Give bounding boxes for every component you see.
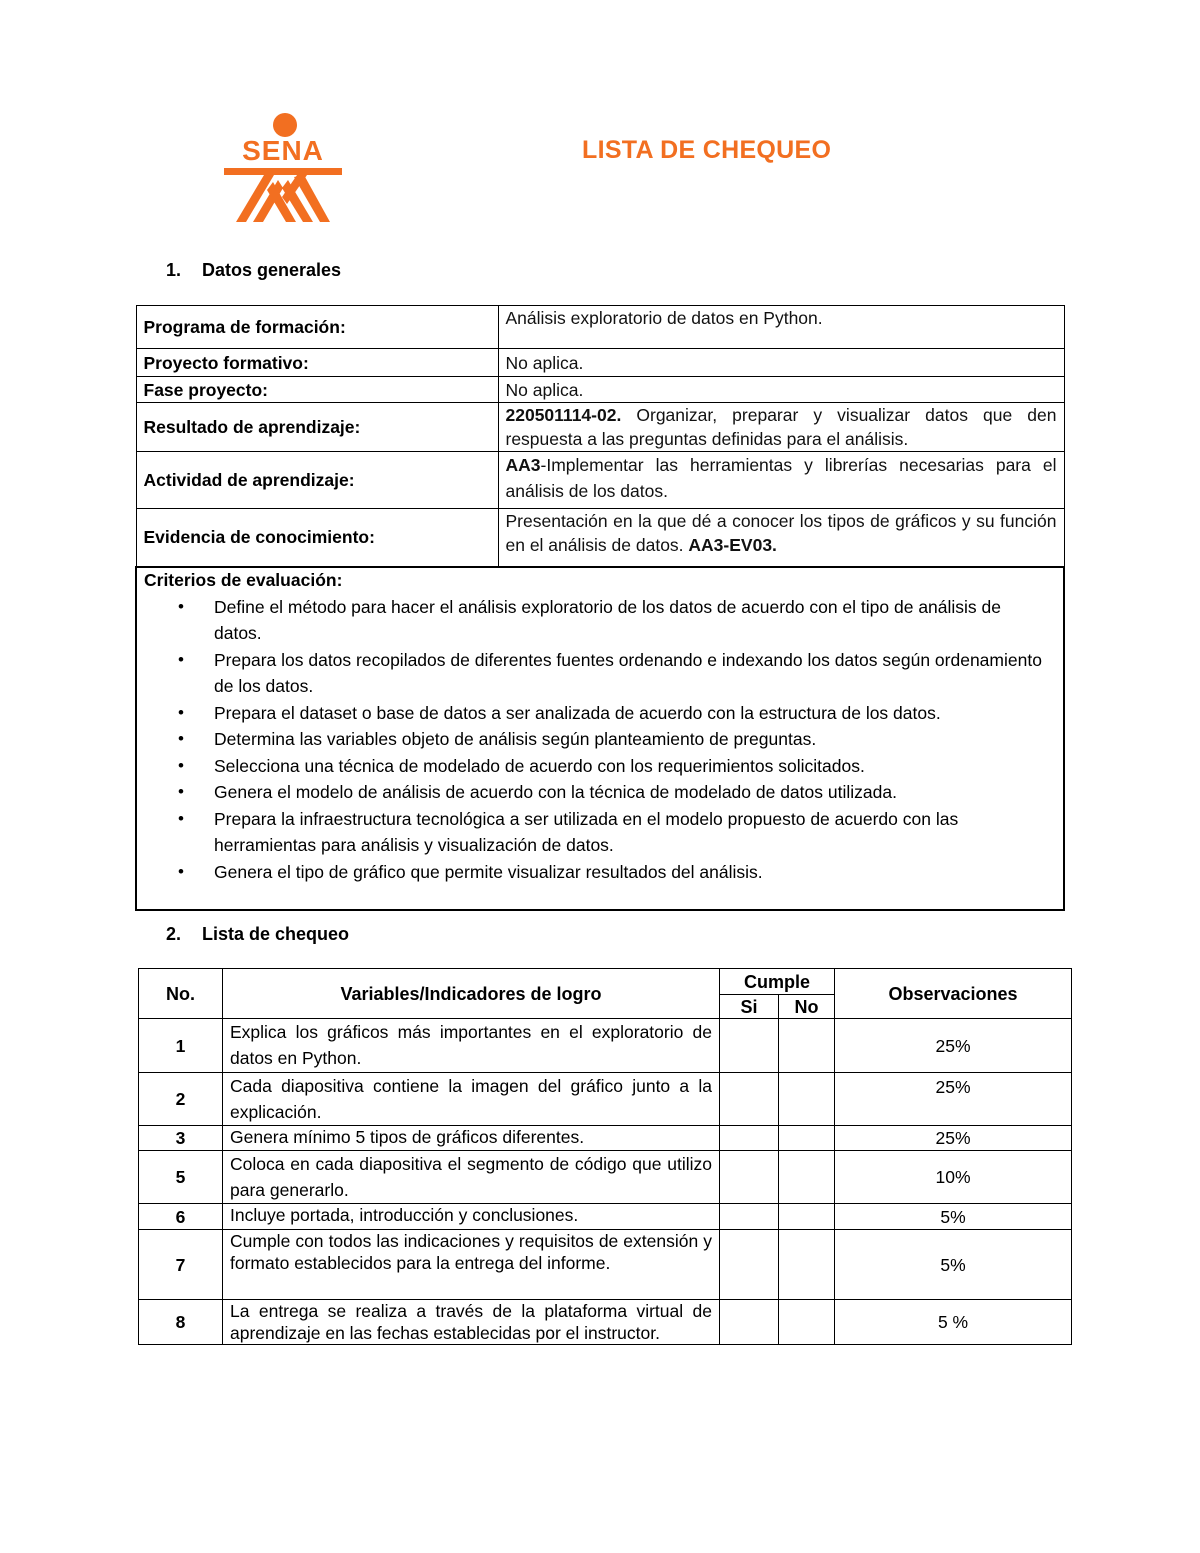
- row-indicator: Explica los gráficos más importantes en el exploratorio de datos en Python.: [223, 1019, 720, 1073]
- row-indicator: Incluye portada, introducción y conclusiones.: [223, 1204, 720, 1230]
- cumple-si-cell[interactable]: [720, 1019, 779, 1073]
- table-row: [139, 1019, 1072, 1073]
- programa-value: Análisis exploratorio de datos en Python.: [498, 306, 1064, 349]
- list-item: • Prepara el dataset o base de datos a ser analizada de acuerdo con la estructura de los datos.: [214, 700, 1056, 727]
- row-criterios: [136, 567, 1064, 911]
- list-item: • Define el método para hacer el análisis exploratorio de los datos de acuerdo con el tipo de análisis de datos.: [214, 594, 1056, 647]
- proyecto-value: No aplica.: [498, 349, 1064, 377]
- row-proyecto: [136, 349, 1064, 377]
- criterios-cell: [136, 567, 1064, 911]
- col-no-header: No.: [139, 969, 223, 1019]
- row-number: 3: [139, 1126, 223, 1151]
- col-si-header: Si: [720, 995, 779, 1019]
- row-observation: 5%: [835, 1230, 1072, 1300]
- cumple-no-cell[interactable]: [779, 1073, 835, 1126]
- col-indicadores-header: Variables/Indicadores de logro: [223, 969, 720, 1019]
- fase-value: No aplica.: [498, 377, 1064, 403]
- evidencia-code: AA3-EV03.: [688, 535, 777, 555]
- row-indicator: La entrega se realiza a través de la plataforma virtual de aprendizaje en las fechas establecidas por el instructor.: [223, 1300, 720, 1345]
- section-1-number: 1.: [166, 260, 182, 280]
- row-observation: 25%: [835, 1019, 1072, 1073]
- row-resultado: [136, 403, 1064, 452]
- row-observation: 10%: [835, 1151, 1072, 1204]
- resultado-value: [498, 403, 1064, 452]
- sena-logo: [222, 112, 344, 226]
- section-2-number: 2.: [166, 924, 182, 944]
- row-indicator: Coloca en cada diapositiva el segmento de código que utilizo para generarlo.: [223, 1151, 720, 1204]
- cumple-si-cell[interactable]: [720, 1204, 779, 1230]
- actividad-value: [498, 452, 1064, 509]
- actividad-label: Actividad de aprendizaje:: [136, 452, 498, 509]
- row-actividad: [136, 452, 1064, 509]
- row-observation: 5 %: [835, 1300, 1072, 1345]
- row-evidencia: [136, 509, 1064, 567]
- row-indicator: Cumple con todos las indicaciones y requisitos de extensión y formato establecidos para la entrega del informe.: [223, 1230, 720, 1300]
- cumple-si-cell[interactable]: [720, 1126, 779, 1151]
- row-number: 6: [139, 1204, 223, 1230]
- cumple-no-cell[interactable]: [779, 1204, 835, 1230]
- col-cumple-header: Cumple: [720, 969, 835, 995]
- cumple-si-cell[interactable]: [720, 1073, 779, 1126]
- list-item: • Genera el modelo de análisis de acuerdo con la técnica de modelado de datos utilizada.: [214, 779, 1056, 806]
- cumple-si-cell[interactable]: [720, 1300, 779, 1345]
- table-row: [139, 1151, 1072, 1204]
- criterios-title: Criterios de evaluación:: [144, 569, 343, 590]
- row-indicator: Genera mínimo 5 tipos de gráficos diferentes.: [223, 1126, 720, 1151]
- section-2-heading: [166, 924, 349, 945]
- list-item: • Determina las variables objeto de análisis según planteamiento de preguntas.: [214, 726, 1056, 753]
- row-number: 7: [139, 1230, 223, 1300]
- row-number: 8: [139, 1300, 223, 1345]
- list-item: • Prepara los datos recopilados de diferentes fuentes ordenando e indexando los datos según ordenamiento de los datos.: [214, 647, 1056, 700]
- cumple-no-cell[interactable]: [779, 1019, 835, 1073]
- row-number: 2: [139, 1073, 223, 1126]
- logo-text: SENA: [242, 135, 324, 166]
- row-observation: 25%: [835, 1073, 1072, 1126]
- proyecto-label: Proyecto formativo:: [136, 349, 498, 377]
- programa-label: Programa de formación:: [136, 306, 498, 349]
- resultado-text: Organizar, preparar y visualizar datos que den respuesta a las preguntas definidas para el análisis.: [505, 405, 1057, 449]
- cumple-no-cell[interactable]: [779, 1126, 835, 1151]
- row-number: 5: [139, 1151, 223, 1204]
- checklist-header-row: [139, 969, 1072, 995]
- cumple-no-cell[interactable]: [779, 1151, 835, 1204]
- actividad-text: -Implementar las herramientas y librerías necesarias para el análisis de los datos.: [505, 455, 1057, 501]
- table-row: [139, 1230, 1072, 1300]
- document-title: LISTA DE CHEQUEO: [582, 136, 832, 164]
- row-fase: [136, 377, 1064, 403]
- cumple-si-cell[interactable]: [720, 1230, 779, 1300]
- fase-label: Fase proyecto:: [136, 377, 498, 403]
- list-item: • Prepara la infraestructura tecnológica a ser utilizada en el modelo propuesto de acuerdo con las herramientas para análisis y visualización de datos.: [214, 806, 1056, 859]
- checklist-table: [138, 968, 1072, 1345]
- list-item: • Selecciona una técnica de modelado de acuerdo con los requerimientos solicitados.: [214, 753, 1056, 780]
- evidencia-label: Evidencia de conocimiento:: [136, 509, 498, 567]
- section-1-heading: [166, 260, 341, 281]
- table-row: [139, 1126, 1072, 1151]
- criterios-list: [144, 594, 1056, 886]
- col-observaciones-header: Observaciones: [835, 969, 1072, 1019]
- cumple-no-cell[interactable]: [779, 1230, 835, 1300]
- resultado-code: 220501114-02.: [505, 405, 622, 425]
- row-observation: 25%: [835, 1126, 1072, 1151]
- col-no-sub-header: No: [779, 995, 835, 1019]
- actividad-code: AA3: [505, 455, 541, 475]
- section-2-title: Lista de chequeo: [202, 924, 350, 944]
- row-number: 1: [139, 1019, 223, 1073]
- section-1-title: Datos generales: [202, 260, 342, 280]
- table-row: [139, 1204, 1072, 1230]
- row-observation: 5%: [835, 1204, 1072, 1230]
- cumple-si-cell[interactable]: [720, 1151, 779, 1204]
- row-indicator: Cada diapositiva contiene la imagen del gráfico junto a la explicación.: [223, 1073, 720, 1126]
- evidencia-text: Presentación en la que dé a conocer los tipos de gráficos y su función en el análisis de datos.: [505, 511, 1057, 555]
- row-programa: [136, 306, 1064, 349]
- evidencia-value: [498, 509, 1064, 567]
- resultado-label: Resultado de aprendizaje:: [136, 403, 498, 452]
- general-data-table: [135, 305, 1065, 911]
- table-row: [139, 1073, 1072, 1126]
- list-item: • Genera el tipo de gráfico que permite visualizar resultados del análisis.: [214, 859, 1056, 886]
- table-row: [139, 1300, 1072, 1345]
- cumple-no-cell[interactable]: [779, 1300, 835, 1345]
